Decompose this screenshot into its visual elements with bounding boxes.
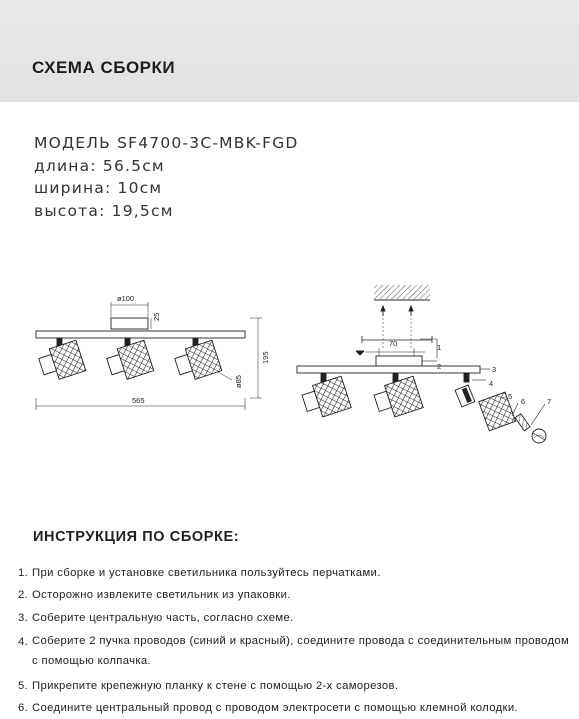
- step-text: Соедините центральный провод с проводом электросети с помощью клемной колодки.: [32, 702, 518, 715]
- list-item: [18, 607, 578, 629]
- step-text: Прикрепите крепежную планку к стене с помощью 2-х саморезов.: [32, 679, 399, 692]
- callout-3: 3: [492, 365, 497, 374]
- step-text: При сборке и установке светильника пользуйтесь перчатками.: [32, 567, 381, 579]
- dim-shade-label: ø85: [234, 375, 243, 388]
- instructions-title: ИНСТРУКЦИЯ ПО СБОРКЕ:: [33, 529, 240, 545]
- callout-6: 6: [521, 397, 526, 406]
- page-title: СХЕМА СБОРКИ: [32, 58, 176, 77]
- callout-2: 2: [437, 362, 442, 371]
- height-line: высота: 19,5см: [34, 201, 174, 220]
- step-text: Осторожно извлеките светильник из упаковки.: [32, 589, 291, 602]
- list-item: [18, 562, 578, 584]
- step-number: 6.: [18, 702, 29, 715]
- dim-canopy-height-label: 25: [152, 312, 161, 321]
- step-number: 1.: [18, 567, 29, 579]
- callout-5: 5: [508, 392, 513, 401]
- dim-height-label: 195: [261, 351, 270, 364]
- step-number: 2.: [18, 589, 29, 602]
- exploded-view: [297, 285, 546, 443]
- front-view: [36, 302, 262, 410]
- model-line: МОДЕЛЬ SF4700-3C-MBK-FGD: [34, 134, 299, 152]
- step-number: 4.: [18, 635, 29, 648]
- dim-length-label: 565: [132, 396, 145, 405]
- step-number: 5.: [18, 679, 29, 692]
- list-item: [18, 631, 578, 671]
- list-item: [18, 675, 578, 697]
- list-item: [18, 697, 578, 719]
- step-text: Соберите центральную часть, согласно схеме.: [32, 611, 294, 624]
- step-number: 3.: [18, 611, 29, 624]
- step-text: Соберите 2 пучка проводов (синий и красный), соедините провода с соединительным проводом с помощью колпачка.: [32, 634, 570, 667]
- dim-canopy-label: ø100: [117, 294, 135, 303]
- callout-7: 7: [547, 397, 552, 406]
- dim-mount-label: 70: [389, 339, 398, 348]
- instructions-list: [18, 562, 578, 719]
- callout-4: 4: [489, 379, 494, 388]
- length-line: длина: 56.5см: [34, 156, 165, 175]
- list-item: [18, 584, 578, 606]
- width-line: ширина: 10см: [34, 179, 163, 197]
- callout-1: 1: [437, 343, 442, 352]
